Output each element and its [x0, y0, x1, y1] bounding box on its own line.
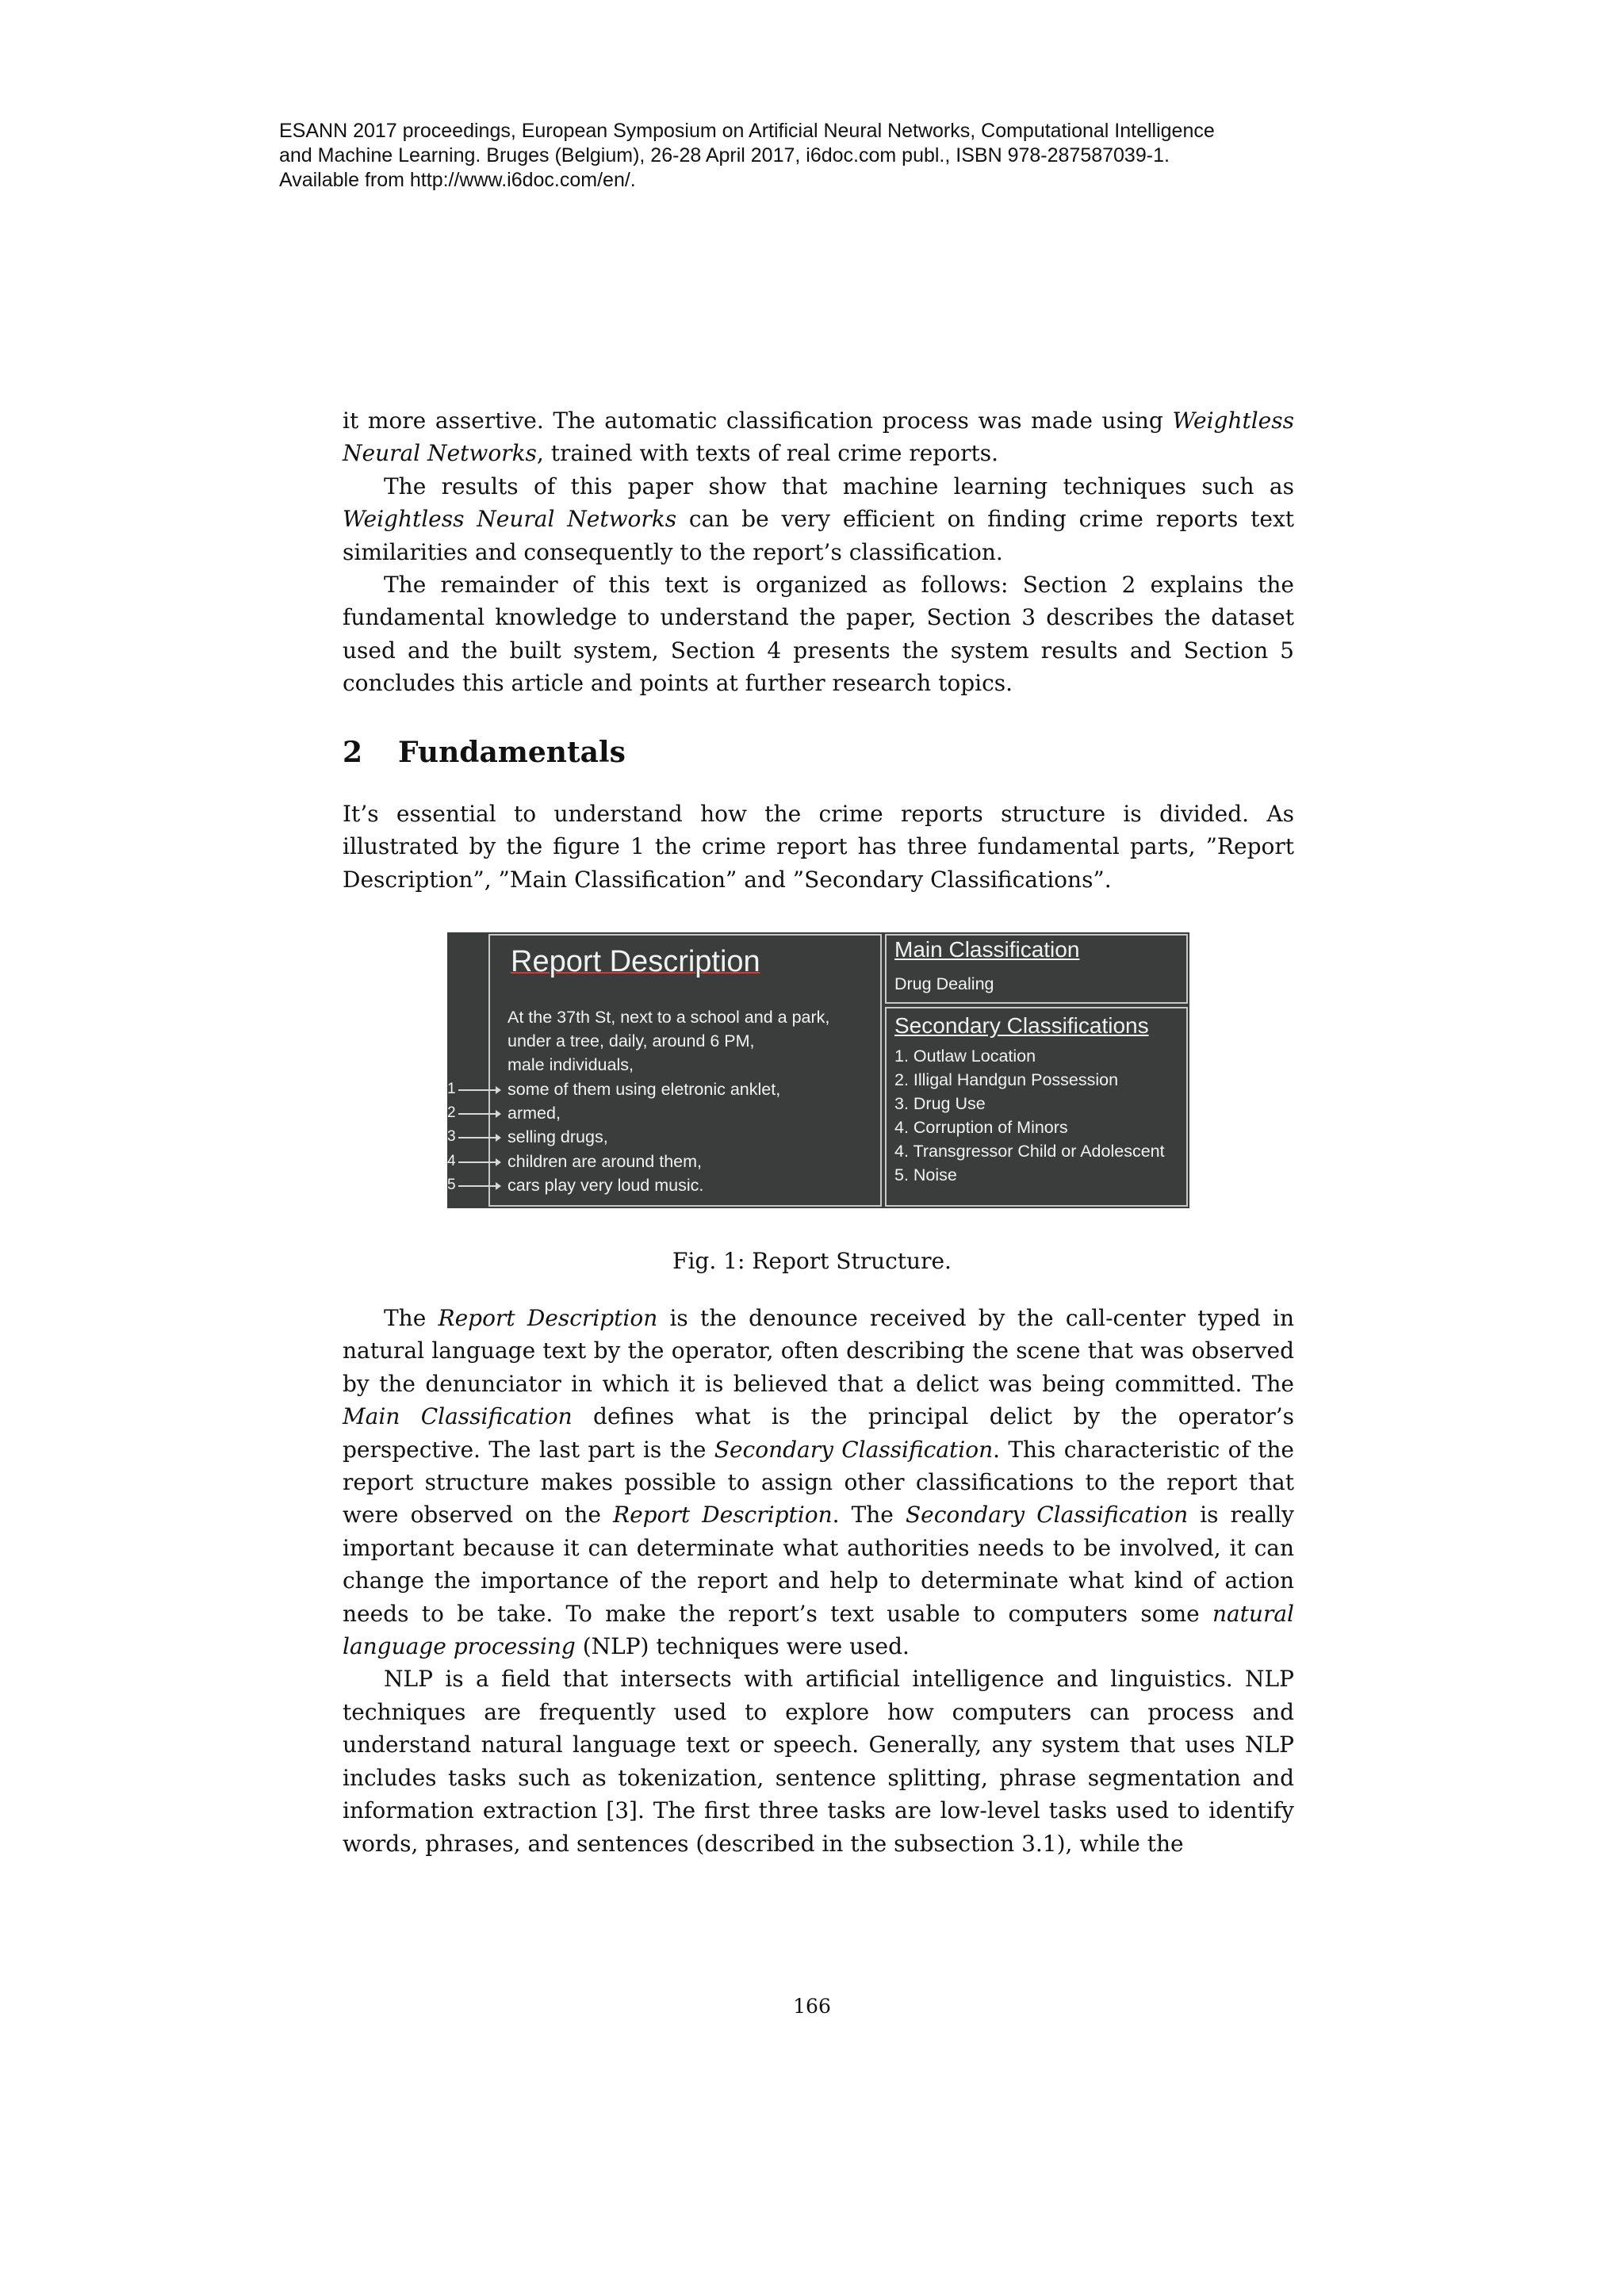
description-line: At the 37th St, next to a school and a park, [508, 1008, 830, 1027]
intro-paragraph-3: The remainder of this text is organized as follows: Section 2 explains the fundamental knowledge to understand the paper, Section 3 describes the dataset used and the built system, Section 4 presents the system results and Section 5 concludes this article and points at further research topics. [343, 572, 1294, 697]
figure-caption: Fig. 1: Report Structure. [672, 1248, 952, 1274]
description-line: some of them using eletronic anklet, [508, 1080, 781, 1099]
description-line: male individuals, [508, 1055, 634, 1074]
marker-number: 4 [447, 1153, 456, 1169]
description-line: under a tree, daily, around 6 PM, [508, 1031, 755, 1050]
marker-number: 5 [447, 1177, 456, 1193]
intro-paragraph-1: it more assertive. The automatic classification process was made using Weightless Neural Networks, trained with texts of real crime reports. [343, 408, 1294, 467]
marker-arrow [458, 1113, 500, 1115]
section-title: Fundamentals [398, 736, 626, 769]
description-line: children are around them, [508, 1152, 703, 1171]
body-paragraph-2: NLP is a field that intersects with artificial intelligence and linguistics. NLP techniques are frequently used to explore how computers can process and understand natural language text or speech. Generally, any system that uses NLP includes tasks such as tokenization, sentence splitting, phrase segmentation and information extraction [3]. The first three tasks are low-level tasks used to identify words, phrases, and sentences (described in the subsection 3.1), while the [343, 1666, 1294, 1857]
marker-arrow [458, 1161, 500, 1163]
page-number: 166 [793, 1995, 831, 2018]
secondary-item: 4. Corruption of Minors [894, 1118, 1068, 1137]
secondary-classifications-title: Secondary Classifications [894, 1013, 1149, 1038]
description-line: cars play very loud music. [508, 1176, 704, 1195]
section-number: 2 [343, 736, 363, 769]
marker-arrow [458, 1185, 500, 1187]
intro-block [343, 404, 1294, 700]
description-line: selling drugs, [508, 1127, 608, 1146]
body-paragraph-1: The Report Description is the denounce received by the call-center typed in natural language text by the operator, often describing the scene that was observed by the denunciator in which it is believed that a delict was being committed. The Main Classification defines what is the principal delict by the operator’s perspective. The last part is the Secondary Classification. This characteristic of the report structure makes possible to assign other classifications to the report that were observed on the Report Description. The Secondary Classification is really important because it can determinate what authorities needs to be involved, it can change the importance of the report and help to determinate what kind of action needs to be take. To make the report’s text usable to computers some natural language processing (NLP) techniques were used. [343, 1305, 1294, 1660]
secondary-item: 5. Noise [894, 1165, 957, 1184]
secondary-item: 3. Drug Use [894, 1094, 986, 1113]
proceedings-header [279, 119, 1624, 193]
marker-arrow [458, 1137, 500, 1138]
header-line-3: Available from http://www.i6doc.com/en/. [279, 169, 636, 191]
section-paragraph-1: It’s essential to understand how the crime reports structure is divided. As illustrated by the figure 1 the crime report has three fundamental parts, ”Report Description”, ”Main Classification” and ”Secondary Classifications”. [343, 801, 1294, 893]
secondary-item: 4. Transgressor Child or Adolescent [894, 1142, 1165, 1161]
intro-paragraph-2: The results of this paper show that machine learning techniques such as Weightless Neural Networks can be very efficient on finding crime reports text similarities and consequently to the report’s classification. [343, 473, 1294, 565]
main-classification-title: Main Classification [894, 937, 1080, 962]
marker-number: 3 [447, 1128, 456, 1145]
report-structure-figure [447, 932, 1189, 1208]
header-line-1: ESANN 2017 proceedings, European Symposium on Artificial Neural Networks, Computational Intelligence [279, 120, 1215, 142]
marker-number: 2 [447, 1104, 456, 1121]
section-intro-block [343, 798, 1294, 896]
secondary-item: 2. Illigal Handgun Possession [894, 1070, 1119, 1089]
main-classification-value: Drug Dealing [894, 974, 994, 993]
secondary-item: 1. Outlaw Location [894, 1047, 1036, 1066]
header-line-2: and Machine Learning. Bruges (Belgium), 26-28 April 2017, i6doc.com publ., ISBN 978-287587039-1. [279, 144, 1170, 166]
section-heading [343, 736, 626, 769]
marker-arrow [458, 1089, 500, 1091]
report-description-title: Report Description [511, 945, 760, 978]
body-block [343, 1302, 1294, 1860]
description-line: armed, [508, 1104, 561, 1123]
marker-number: 1 [447, 1081, 456, 1097]
